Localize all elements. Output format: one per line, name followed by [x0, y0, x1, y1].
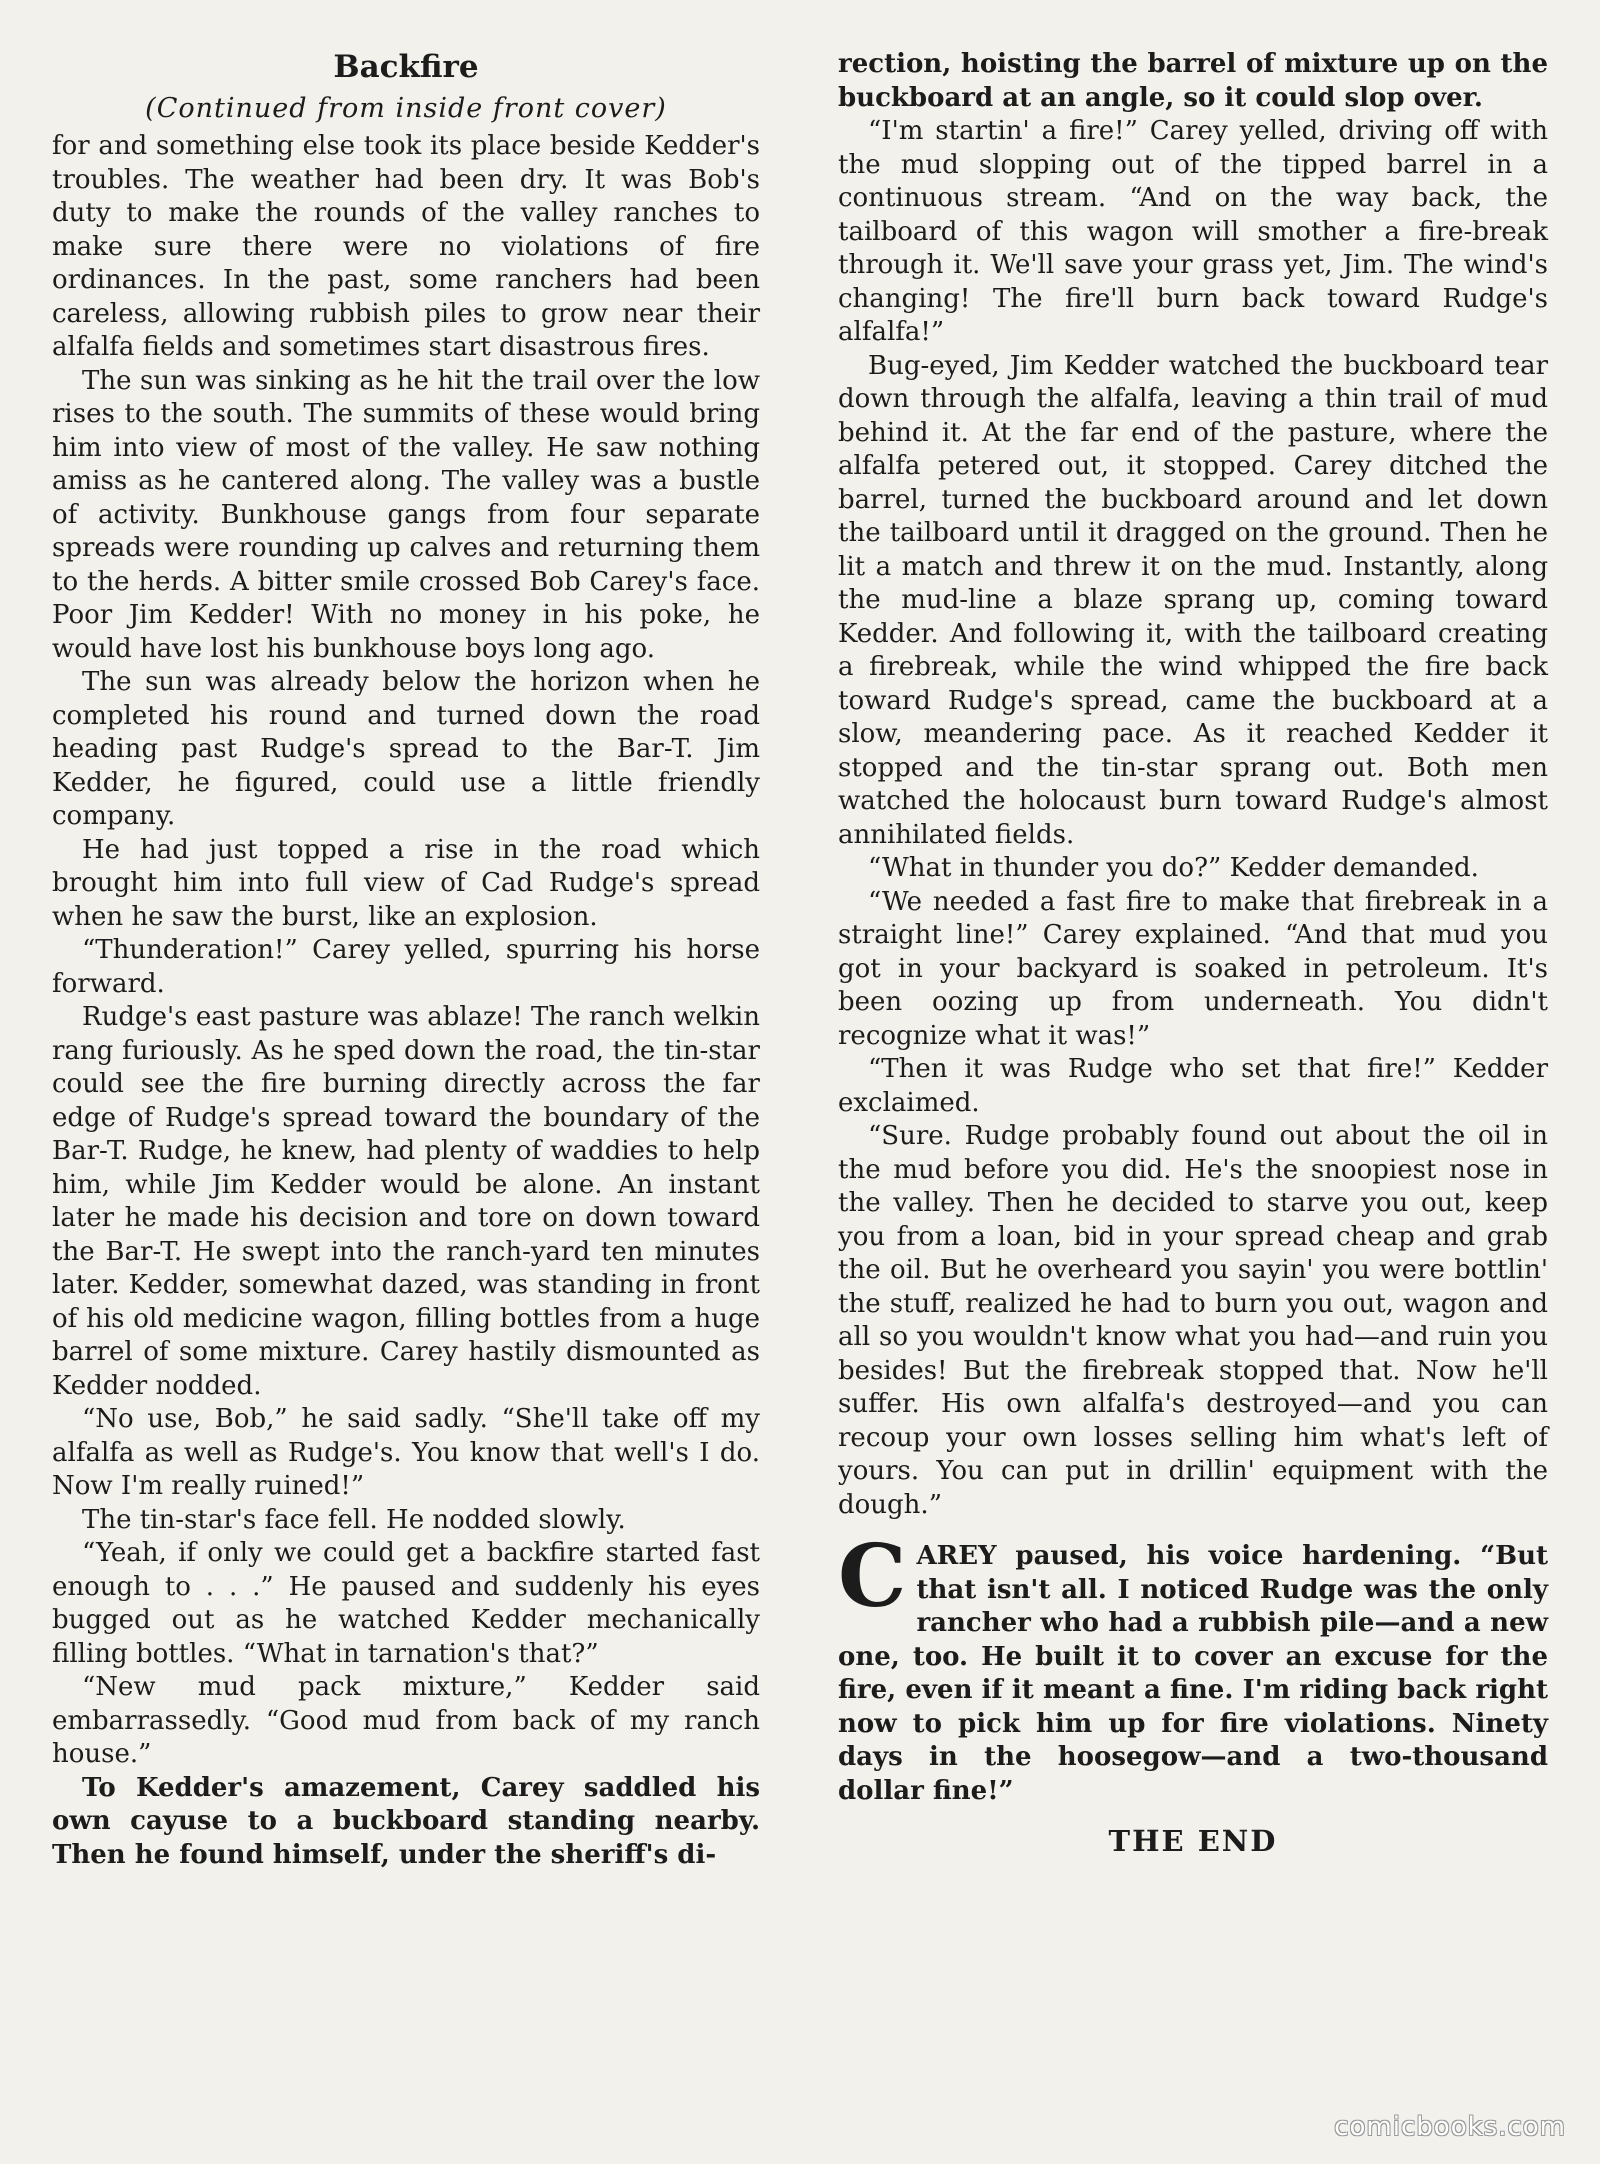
- section-gap: [838, 1522, 1548, 1540]
- paragraph: “What in thunder you do?” Kedder demanded.: [868, 853, 1479, 883]
- paragraph: “No use, Bob,” he said sadly. “She'll take off my alfalfa as well as Rudge's. You know that well's I do. Now I'm really ruined!”: [52, 1404, 760, 1501]
- final-paragraph: [838, 1526, 1548, 1808]
- story-title: Backfire: [333, 49, 479, 85]
- paragraph: “Yeah, if only we could get a backfire started fast enough to . . .” He paused and suddenly his eyes bugged out as he watched Kedder mechanically filling bottles. “What in tarnation's that?”: [52, 1538, 760, 1669]
- paragraph: Rudge's east pasture was ablaze! The ranch welkin rang furiously. As he sped down the road, the tin-star could see the fire burning directly across the far edge of Rudge's spread toward the boundary of the Bar-T. Rudge, he knew, had plenty of waddies to help him, while Jim Kedder would be alone. An instant later he made his decision and tore on down toward the Bar-T. He swept into the ranch-yard ten minutes later. Kedder, somewhat dazed, was standing in front of his old medicine wagon, filling bottles from a huge barrel of some mixture. Carey hastily dismounted as Kedder nodded.: [52, 1002, 760, 1401]
- drop-cap: C: [838, 1526, 907, 1627]
- paragraph: He had just topped a rise in the road which brought him into full view of Cad Rudge's spread when he saw the burst, like an explosion.: [52, 834, 760, 932]
- paragraph: The tin-star's face fell. He nodded slowly.: [82, 1504, 626, 1535]
- paragraph: “Sure. Rudge probably found out about the oil in the mud before you did. He's the snoopiest nose in the valley. Then he decided to starve you out, keep you from a loan, bid in your spread cheap and grab the oil. But he overheard you sayin' you were bottlin' the stuff, realized he had to burn you out, wagon and all so you wouldn't know what you had—and ruin you besides! But the firebreak stopped that. Now he'll suffer. His own alfalfa's destroyed—and you can recoup your own losses selling him what's left of yours. You can put in drillin' equipment with the dough.”: [838, 1121, 1548, 1520]
- paragraph: for and something else took its place beside Kedder's troubles. The weather had been dry. It was Bob's duty to make the rounds of the valley ranches to make sure there were no violations of fire ordinances. In the past, some ranchers had been careless, allowing rubbish piles to grow near their alfalfa fields and sometimes start disastrous fires.: [52, 131, 760, 362]
- bold-paragraph: To Kedder's amazement, Carey saddled his own cayuse to a buckboard standing nearby. Then he found himself, under the sheriff's di-: [52, 1772, 760, 1870]
- paragraph: The sun was sinking as he hit the trail over the low rises to the south. The summits of these would bring him into view of most of the valley. He saw nothing amiss as he cantered along. The valley was a bustle of activity. Bunkhouse gangs from four separate spreads were rounding up calves and returning them to the herds. A bitter smile crossed Bob Carey's face. Poor Jim Kedder! With no money in his poke, he would have lost his bunkhouse boys long ago.: [52, 365, 760, 664]
- final-paragraph-text: AREY paused, his voice hardening. “But that isn't all. I noticed Rudge was the only rancher who had a rubbish pile—and a new one, too. He built it to cover an excuse for the fire, even if it meant a fine. I'm riding back right now to pick him up for fire violations. Ninety days in the hoosegow—and a two-thousand dollar fine!”: [838, 1541, 1548, 1806]
- paragraph: “We needed a fast fire to make that firebreak in a straight line!” Carey explained. “And that mud you got in your backyard is soaked in petroleum. It's been oozing up from underneath. You didn't recognize what it was!”: [838, 886, 1548, 1051]
- watermark: comicbooks.com: [1334, 2112, 1566, 2142]
- paragraph: “Thunderation!” Carey yelled, spurring his horse forward.: [52, 935, 760, 999]
- right-column: [838, 48, 1548, 1858]
- the-end: THE END: [1108, 1824, 1278, 1858]
- paragraph: “I'm startin' a fire!” Carey yelled, driving off with the mud slopping out of the tipped barrel in a continuous stream. “And on the way back, the tailboard of this wagon will smother a fire-break through it. We'll save your grass yet, Jim. The wind's changing! The fire'll burn back toward Rudge's alfalfa!”: [838, 116, 1548, 347]
- paragraph: “New mud pack mixture,” Kedder said embarrassedly. “Good mud from back of my ranch house.”: [52, 1672, 760, 1769]
- bold-paragraph: rection, hoisting the barrel of mixture up on the buckboard at an angle, so it could slop over.: [838, 49, 1548, 113]
- paragraph: The sun was already below the horizon when he completed his round and turned down the road heading past Rudge's spread to the Bar-T. Jim Kedder, he figured, could use a little friendly company.: [52, 667, 760, 831]
- story-subtitle: (Continued from inside front cover): [145, 93, 667, 124]
- paragraph: “Then it was Rudge who set that fire!” Kedder exclaimed.: [838, 1054, 1548, 1118]
- left-column: [52, 48, 760, 1872]
- paragraph: Bug-eyed, Jim Kedder watched the buckboard tear down through the alfalfa, leaving a thin trail of mud behind it. At the far end of the pasture, where the alfalfa petered out, it stopped. Carey ditched the barrel, turned the buckboard around and let down the tailboard until it dragged on the ground. Then he lit a match and threw it on the mud. Instantly, along the mud-line a blaze sprang up, coming toward Kedder. And following it, with the tailboard creating a firebreak, while the wind whipped the fire back toward Rudge's spread, came the buckboard at a slow, meandering pace. As it reached Kedder it stopped and the tin-star sprang out. Both men watched the holocaust burn toward Rudge's almost annihilated fields.: [838, 350, 1548, 850]
